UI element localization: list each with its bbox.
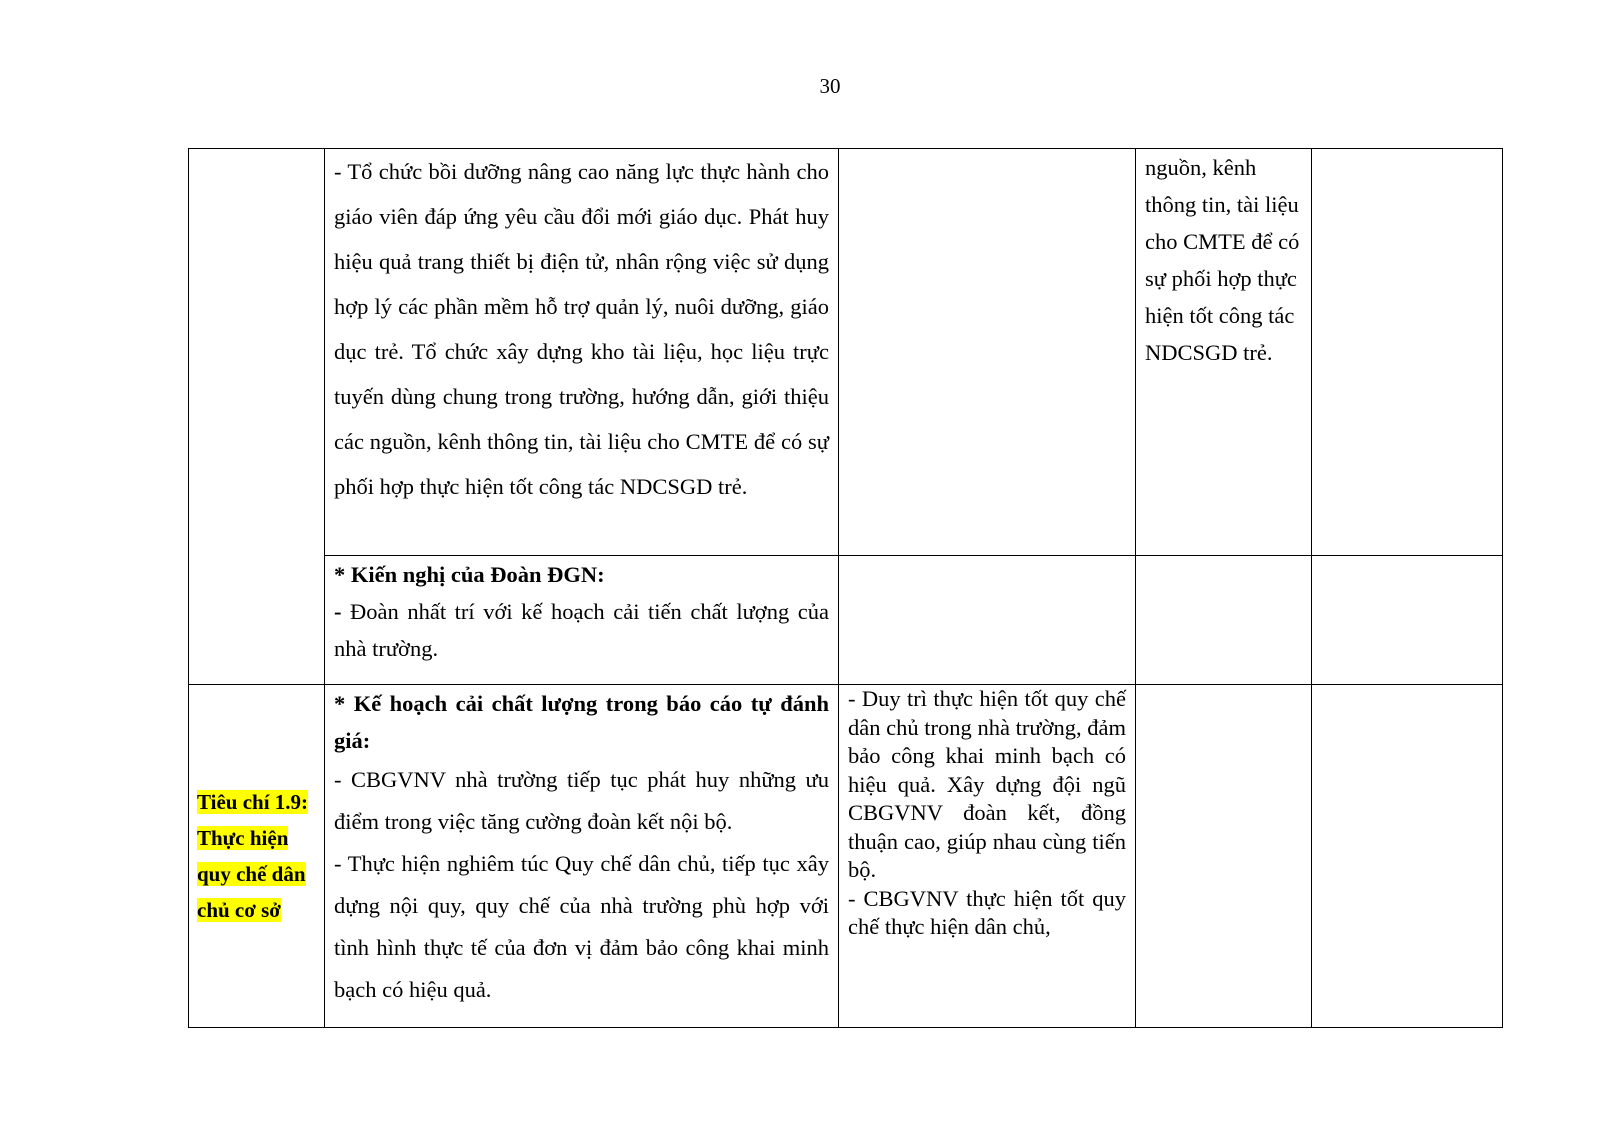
result-cell (839, 556, 1136, 685)
source-text: nguồn, kênh thông tin, tài liệu cho CMTE để có sự phối hợp thực hiện tốt công tác NDCSGD trẻ. (1145, 155, 1300, 365)
note-cell (1312, 685, 1503, 1028)
source-cell (1136, 556, 1312, 685)
criterion-cell (189, 685, 325, 1028)
result-item: - CBGVNV thực hiện tốt quy chế thực hiện dân chủ, (848, 885, 1126, 939)
criterion-line: chủ cơ sở (197, 898, 281, 922)
source-cell (1136, 685, 1312, 1028)
recommendation-text (334, 593, 829, 667)
recommendation-heading: * Kiến nghị của Đoàn ĐGN: (334, 562, 605, 587)
recommendation-dash: - (334, 599, 342, 624)
note-cell (1312, 149, 1503, 556)
criterion-line: Tiêu chí 1.9: (197, 790, 309, 814)
note-cell (1312, 556, 1503, 685)
plan-item: - Thực hiện nghiêm túc Quy chế dân chủ, tiếp tục xây dựng nội quy, quy chế của nhà trường phù hợp với tình hình thực tế của đơn vị đảm bảo công khai minh bạch có hiệu quả. (334, 851, 829, 1002)
criterion-line: quy chế dân (197, 862, 306, 886)
recommendation-cell (325, 556, 839, 685)
criterion-title (197, 784, 316, 928)
recommendation-body: Đoàn nhất trí với kế hoạch cải tiến chất lượng của nhà trường. (334, 599, 829, 661)
table-row (189, 685, 1503, 1028)
plan-text: - Tổ chức bồi dưỡng nâng cao năng lực thực hành cho giáo viên đáp ứng yêu cầu đổi mới giáo dục. Phát huy hiệu quả trang thiết bị điện tử, nhân rộng việc sử dụng hợp lý các phần mềm hỗ trợ quản lý, nuôi dưỡng, giáo dục trẻ. Tổ chức xây dựng kho tài liệu, học liệu trực tuyến dùng chung trong trường, hướng dẫn, giới thiệu các nguồn, kênh thông tin, tài liệu cho CMTE để có sự phối hợp thực hiện tốt công tác NDCSGD trẻ. (334, 159, 829, 499)
plan-heading: * Kế hoạch cải chất lượng trong báo cáo tự đánh giá: (334, 691, 829, 753)
improvement-plan-table (188, 148, 1503, 1028)
page-number: 30 (819, 74, 841, 98)
criterion-line: Thực hiện (197, 826, 289, 850)
plan-item: - CBGVNV nhà trường tiếp tục phát huy những ưu điểm trong việc tăng cường đoàn kết nội bộ. (334, 767, 829, 834)
plan-cell (325, 149, 839, 556)
source-cell (1136, 149, 1312, 556)
plan-cell (325, 685, 839, 1028)
result-cell (839, 149, 1136, 556)
table-row (189, 556, 1503, 685)
result-item: - Duy trì thực hiện tốt quy chế dân chủ trong nhà trường, đảm bảo công khai minh bạch có hiệu quả. Xây dựng đội ngũ CBGVNV đoàn kết, đồng thuận cao, giúp nhau cùng tiến bộ. (848, 686, 1126, 882)
result-cell (839, 685, 1136, 1028)
criterion-cell-empty (189, 149, 325, 685)
table-row (189, 149, 1503, 556)
